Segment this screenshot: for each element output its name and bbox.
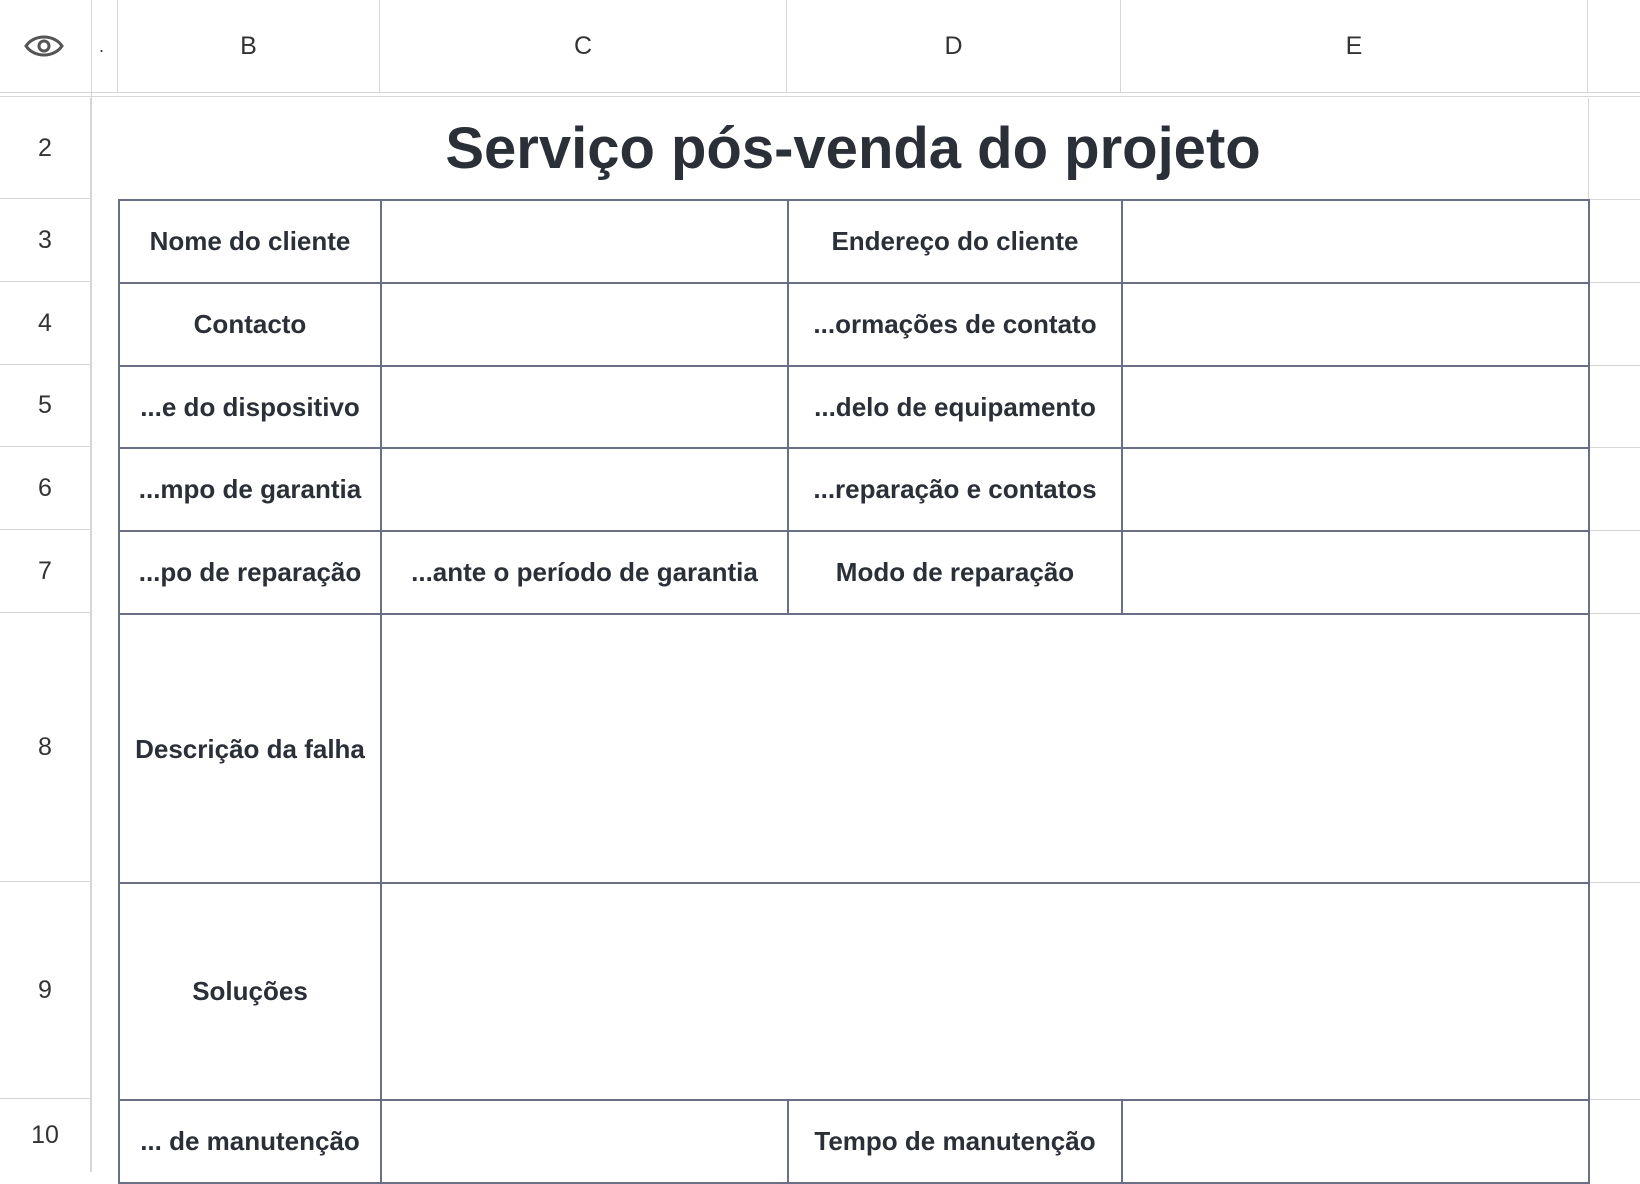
- column-header-c[interactable]: C: [380, 0, 787, 92]
- gridline: [1588, 365, 1640, 366]
- cell-c8-merged[interactable]: [380, 613, 1590, 884]
- cell-b7[interactable]: ...po de reparação: [118, 530, 382, 615]
- row-header-9[interactable]: 9: [0, 882, 91, 1099]
- row-header-3[interactable]: 3: [0, 199, 91, 282]
- gridline: [1588, 282, 1640, 283]
- gridline: [1588, 613, 1640, 614]
- row-header-4[interactable]: 4: [0, 282, 91, 365]
- column-header-a[interactable]: .: [86, 0, 118, 92]
- row-header-2[interactable]: 2: [0, 98, 91, 199]
- cell-c7[interactable]: ...ante o período de garantia: [380, 530, 789, 615]
- cell-b4[interactable]: Contacto: [118, 282, 382, 367]
- column-header-d[interactable]: D: [787, 0, 1121, 92]
- cell-c10[interactable]: [380, 1099, 789, 1184]
- cell-d6[interactable]: ...reparação e contatos: [787, 447, 1123, 532]
- cell-d4[interactable]: ...ormações de contato: [787, 282, 1123, 367]
- cell-b9[interactable]: Soluções: [118, 882, 382, 1101]
- cell-d5[interactable]: ...delo de equipamento: [787, 365, 1123, 449]
- cell-d7[interactable]: Modo de reparação: [787, 530, 1123, 615]
- cell-c5[interactable]: [380, 365, 789, 449]
- gridline: [1588, 199, 1640, 200]
- row-header-10[interactable]: 10: [0, 1099, 91, 1172]
- cell-c4[interactable]: [380, 282, 789, 367]
- column-header-e[interactable]: E: [1121, 0, 1588, 92]
- cell-e10[interactable]: [1121, 1099, 1590, 1184]
- row-header-8[interactable]: 8: [0, 613, 91, 882]
- cell-e5[interactable]: [1121, 365, 1590, 449]
- corner-cell: [0, 0, 91, 92]
- row-header-5[interactable]: 5: [0, 365, 91, 447]
- row-header-6[interactable]: 6: [0, 447, 91, 530]
- cell-d3[interactable]: Endereço do cliente: [787, 199, 1123, 284]
- cell-b6[interactable]: ...mpo de garantia: [118, 447, 382, 532]
- gridline: [1588, 447, 1640, 448]
- cell-b5[interactable]: ...e do dispositivo: [118, 365, 382, 449]
- gridline: [1588, 530, 1640, 531]
- cell-c3[interactable]: [380, 199, 789, 284]
- cell-e7[interactable]: [1121, 530, 1590, 615]
- cell-b3[interactable]: Nome do cliente: [118, 199, 382, 284]
- cell-b8[interactable]: Descrição da falha: [118, 613, 382, 884]
- cell-e4[interactable]: [1121, 282, 1590, 367]
- page-title[interactable]: Serviço pós-venda do projeto: [445, 116, 1261, 181]
- gridline: [1588, 882, 1640, 883]
- cell-b10[interactable]: ... de manutenção: [118, 1099, 382, 1184]
- column-header-b[interactable]: B: [118, 0, 380, 92]
- cell-e6[interactable]: [1121, 447, 1590, 532]
- cell-c9-merged[interactable]: [380, 882, 1590, 1101]
- cell-e3[interactable]: [1121, 199, 1590, 284]
- column-header-f[interactable]: [1588, 0, 1640, 92]
- gridline: [91, 0, 92, 1172]
- cell-d10[interactable]: Tempo de manutenção: [787, 1099, 1123, 1184]
- gridline: [1588, 1099, 1640, 1100]
- cell-c6[interactable]: [380, 447, 789, 532]
- row-header-7[interactable]: 7: [0, 530, 91, 613]
- header-divider: [0, 96, 1640, 97]
